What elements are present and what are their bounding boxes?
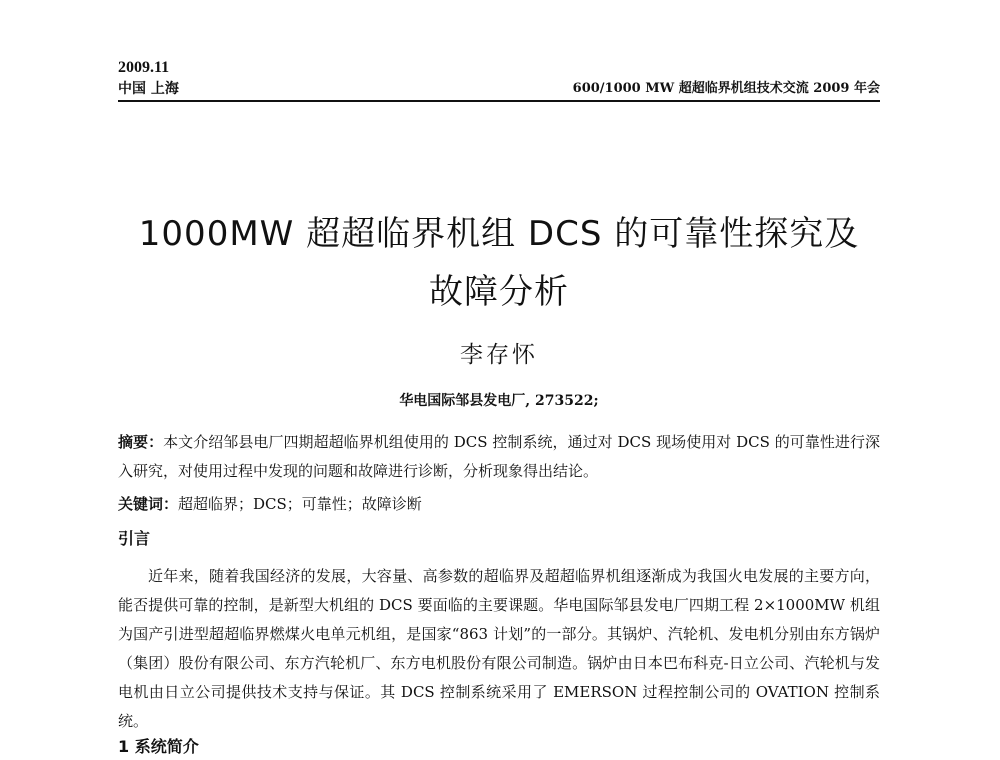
header-location: 中国 上海 bbox=[118, 81, 179, 97]
keywords bbox=[118, 490, 880, 519]
title-line-1: 1000MW 超超临界机组 DCS 的可靠性探究及 bbox=[138, 214, 860, 254]
abstract-label: 摘要： bbox=[118, 433, 164, 451]
title-line-2: 故障分析 bbox=[429, 272, 569, 312]
paper-title bbox=[118, 205, 880, 321]
header-conference: 600/1000 MW 超超临界机组技术交流 2009 年会 bbox=[572, 81, 880, 96]
abstract bbox=[118, 428, 880, 486]
intro-paragraph: 近年来，随着我国经济的发展，大容量、高参数的超临界及超超临界机组逐渐成为我国火电发展的主要方向，能否提供可靠的控制，是新型大机组的 DCS 要面临的主要课题。华电国际邹县发电厂四期工程 2×1000MW 机组为国产引进型超超临界燃煤火电单元机组，是国家“863 计划”的一部分。其锅炉、汽轮机、发电机分别由东方锅炉（集团）股份有限公司、东方汽轮机厂、东方电机股份有限公司制造。锅炉由日本巴布科克-日立公司、汽轮机与发电机由日立公司提供技术支持与保证。其 DCS 控制系统采用了 EMERSON 过程控制公司的 OVATION 控制系统。 bbox=[118, 567, 880, 730]
keywords-label: 关键词： bbox=[118, 495, 179, 513]
author-affiliation: 华电国际邹县发电厂, 273522; bbox=[399, 393, 599, 409]
keywords-text: 超超临界；DCS；可靠性；故障诊断 bbox=[178, 495, 422, 513]
abstract-text: 本文介绍邹县电厂四期超超临界机组使用的 DCS 控制系统，通过对 DCS 现场使用对 DCS 的可靠性进行深入研究，对使用过程中发现的问题和故障进行诊断，分析现象得出结论。 bbox=[118, 433, 880, 480]
header-date: 2009.11 bbox=[118, 59, 170, 76]
author-name: 李存怀 bbox=[460, 342, 538, 368]
section-heading-intro: 引言 bbox=[118, 529, 151, 548]
header-rule bbox=[118, 100, 880, 102]
section-heading-system-overview: 1 系统简介 bbox=[118, 737, 199, 756]
